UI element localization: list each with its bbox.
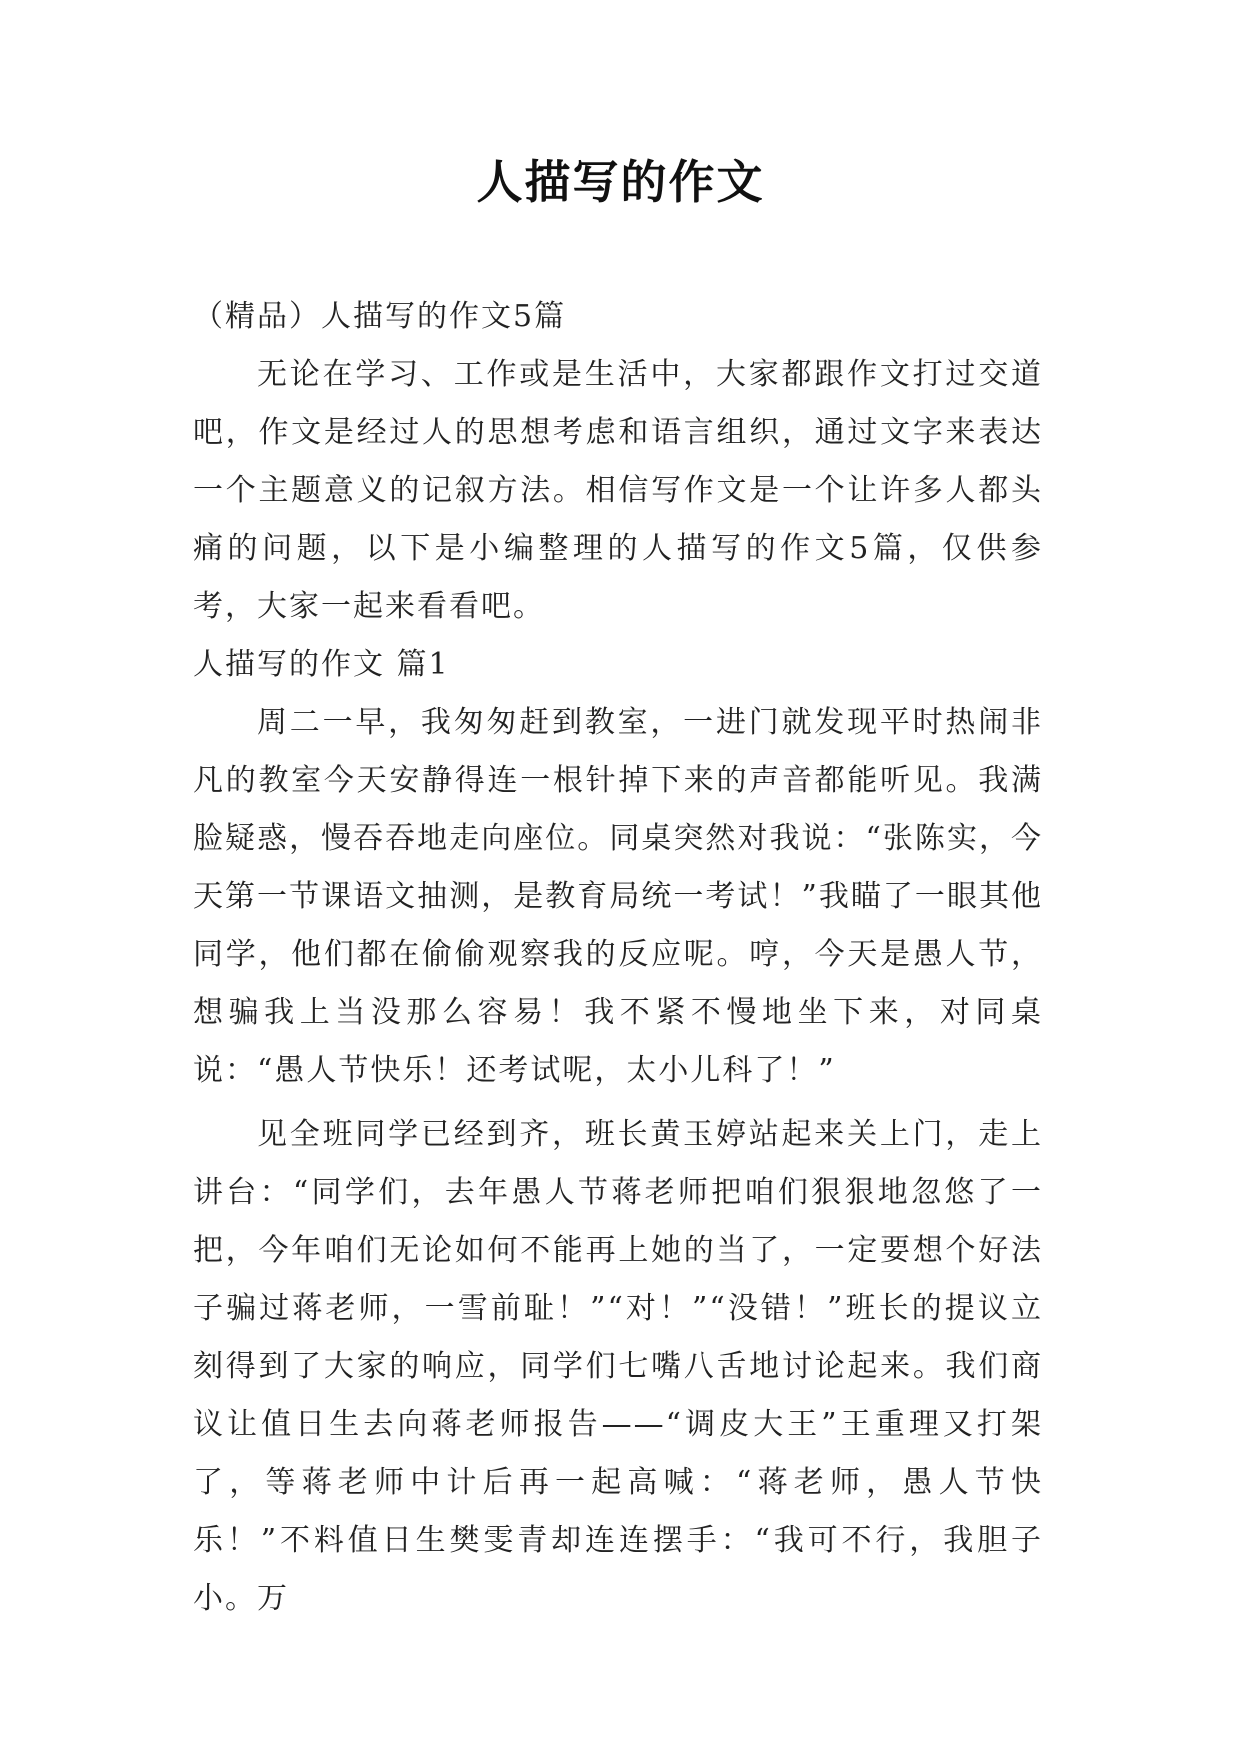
intro-paragraph: 无论在学习、工作或是生活中，大家都跟作文打过交道吧，作文是经过人的思想考虑和语言组织，通过文字来表达一个主题意义的记叙方法。相信写作文是一个让许多人都头痛的问题，以下是小编整理的人描写的作文5篇，仅供参考，大家一起来看看吧。 bbox=[193, 357, 1043, 624]
document-body bbox=[193, 288, 1043, 1628]
document-subtitle: （精品）人描写的作文5篇 bbox=[193, 299, 567, 334]
section-heading: 人描写的作文 篇1 bbox=[193, 647, 450, 682]
document-title: 人描写的作文 bbox=[476, 155, 765, 209]
body-paragraph: 周二一早，我匆匆赶到教室，一进门就发现平时热闹非凡的教室今天安静得连一根针掉下来的声音都能听见。我满脸疑惑，慢吞吞地走向座位。同桌突然对我说：“张陈实，今天第一节课语文抽测，是教育局统一考试！”我瞄了一眼其他同学，他们都在偷偷观察我的反应呢。哼，今天是愚人节，想骗我上当没那么容易！我不紧不慢地坐下来，对同桌说：“愚人节快乐！还考试呢，太小儿科了！” bbox=[193, 705, 1043, 1088]
body-paragraph: 见全班同学已经到齐，班长黄玉婷站起来关上门，走上讲台：“同学们，去年愚人节蒋老师把咱们狠狠地忽悠了一把，今年咱们无论如何不能再上她的当了，一定要想个好法子骗过蒋老师，一雪前耻！”“对！”“没错！”班长的提议立刻得到了大家的响应，同学们七嘴八舌地讨论起来。我们商议让值日生去向蒋老师报告——“调皮大王”王重理又打架了，等蒋老师中计后再一起高喊：“蒋老师，愚人节快乐！”不料值日生樊雯青却连连摆手：“我可不行，我胆子小。万 bbox=[193, 1117, 1043, 1616]
